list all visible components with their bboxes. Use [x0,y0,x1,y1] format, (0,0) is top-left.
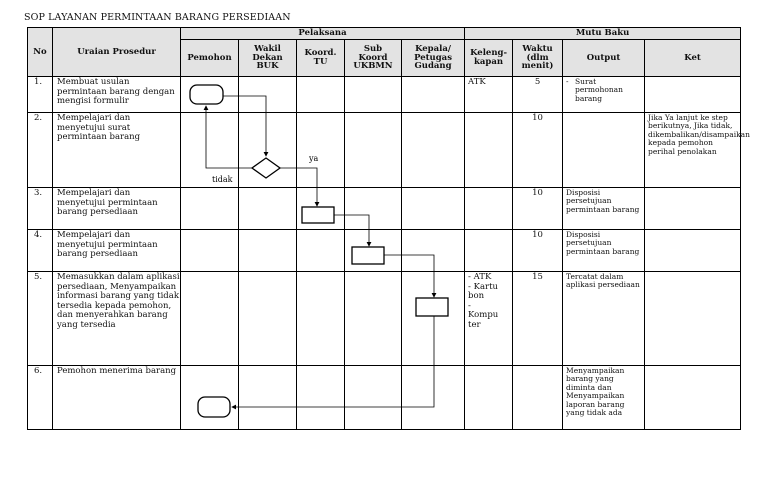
row-ket [645,366,741,430]
row-uraian: Mempelajari dan menyetujui permintaan barang persediaan [53,188,181,230]
header-wakil-dekan: Wakil Dekan BUK [239,40,297,77]
header-koord-tu: Koord. TU [297,40,345,77]
row-output [563,113,645,188]
row-no: 5. [28,272,53,366]
row-no: 6. [28,366,53,430]
table-row [28,113,741,188]
header-pemohon: Pemohon [181,40,239,77]
row-output: Disposisi persetujuan permintaan barang [563,188,645,230]
flow-label-yes: ya [309,154,319,163]
table-row [28,272,741,366]
row-output: Disposisi persetujuan permintaan barang [563,230,645,272]
header-subkoord: Sub Koord UKBMN [345,40,402,77]
row-kelengkapan: - ATK - Kartu bon - Kompu ter [465,272,513,366]
row-uraian: Memasukkan dalam aplikasi persediaan, Menyampaikan informasi barang yang tidak tersedia kepada pemohon, dan menyerahkan barang yang tersedia [53,272,181,366]
table-row [28,77,741,113]
row-ket [645,230,741,272]
header-ket: Ket [645,40,741,77]
row-kelengkapan: ATK [465,77,513,113]
row-no: 2. [28,113,53,188]
row-waktu: 10 [513,230,563,272]
row-kelengkapan [465,230,513,272]
row-output: - Surat permohonan barang [563,77,645,113]
table-row [28,230,741,272]
row-waktu: 10 [513,113,563,188]
row-waktu: 10 [513,188,563,230]
table-row [28,188,741,230]
row-uraian: Pemohon menerima barang [53,366,181,430]
row-waktu: 5 [513,77,563,113]
row-no: 3. [28,188,53,230]
row-ket [645,77,741,113]
table-row [28,366,741,430]
row-ket [645,272,741,366]
header-kepala-gudang: Kepala/ Petugas Gudang [402,40,465,77]
row-ket [645,188,741,230]
row-kelengkapan [465,366,513,430]
row-waktu: 15 [513,272,563,366]
row-uraian: Membuat usulan permintaan barang dengan mengisi formulir [53,77,181,113]
header-pelaksana: Pelaksana [181,28,465,40]
header-uraian: Uraian Prosedur [53,28,181,77]
document-title: SOP LAYANAN PERMINTAAN BARANG PERSEDIAAN [24,12,291,23]
row-uraian: Mempelajari dan menyetujui permintaan barang persediaan [53,230,181,272]
row-output: Tercatat dalam aplikasi persediaan [563,272,645,366]
row-uraian: Mempelajari dan menyetujui surat permintaan barang [53,113,181,188]
row-waktu [513,366,563,430]
header-output: Output [563,40,645,77]
header-kelengkapan: Keleng- kapan [465,40,513,77]
row-output: Menyampaikan barang yang diminta dan Menyampaikan laporan barang yang tidak ada [563,366,645,430]
header-mutu-baku: Mutu Baku [465,28,741,40]
row-kelengkapan [465,113,513,188]
header-no: No [28,28,53,77]
row-ket: Jika Ya lanjut ke step berikutnya, Jika tidak, dikembalikan/disampaikan kepada pemohon perihal penolakan [645,113,741,188]
flow-label-no: tidak [212,175,233,184]
row-no: 4. [28,230,53,272]
header-waktu: Waktu (dlm menit) [513,40,563,77]
row-no: 1. [28,77,53,113]
sop-table [27,27,750,430]
row-kelengkapan [465,188,513,230]
